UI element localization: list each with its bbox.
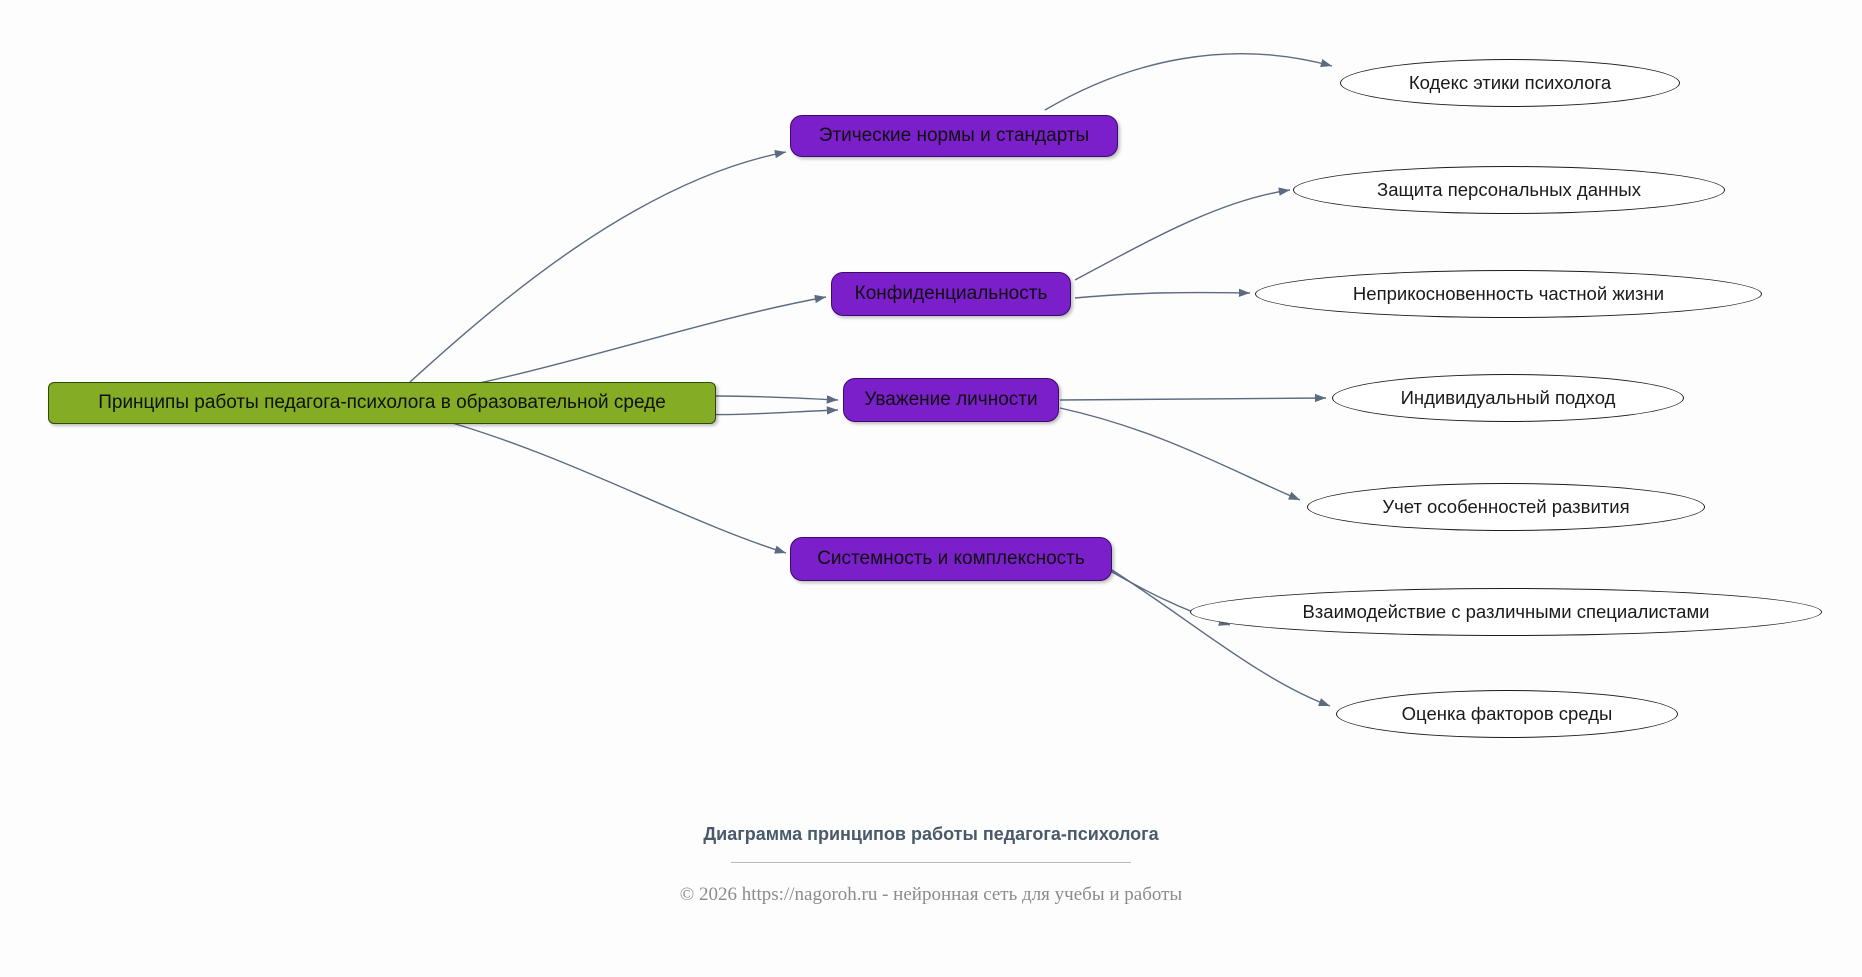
node-leaf-individual-approach[interactable] <box>1332 374 1684 422</box>
node-leaf-specialists-label: Взаимодействие с различными специалистами <box>1302 601 1710 622</box>
diagram-caption: Диаграмма принципов работы педагога-психолога <box>703 824 1159 844</box>
edge-root-to-systemic <box>420 414 786 553</box>
edge-root-to-respect <box>716 396 838 400</box>
node-branch-respect[interactable] <box>843 378 1059 422</box>
node-branch-systemic[interactable] <box>790 537 1112 581</box>
node-leaf-code-of-ethics-label: Кодекс этики психолога <box>1408 72 1612 93</box>
footer-credit: © 2026 https://nagoroh.ru - нейронная сеть для учебы и работы <box>679 884 1183 905</box>
edge-confidentiality-to-personal-data <box>1075 190 1290 280</box>
node-branch-confidentiality[interactable] <box>831 272 1071 316</box>
node-root[interactable] <box>48 382 716 424</box>
node-leaf-development-features-label: Учет особенностей развития <box>1382 496 1630 517</box>
node-leaf-development-features[interactable] <box>1307 483 1705 531</box>
edge-ethics-to-code <box>1045 54 1332 110</box>
edge-respect-to-development <box>1060 408 1300 500</box>
node-leaf-private-life[interactable] <box>1255 270 1762 318</box>
node-leaf-code-of-ethics[interactable] <box>1340 59 1680 107</box>
node-branch-ethics[interactable] <box>790 115 1118 157</box>
node-leaf-private-life-label: Неприкосновенность частной жизни <box>1352 283 1665 304</box>
footer-divider <box>731 862 1131 863</box>
node-branch-confidentiality-label: Конфиденциальность <box>854 283 1048 304</box>
node-leaf-personal-data[interactable] <box>1293 166 1725 214</box>
edge-confidentiality-to-private-life <box>1075 293 1250 298</box>
node-leaf-personal-data-label: Защита персональных данных <box>1377 179 1641 200</box>
node-root-label: Принципы работы педагога-психолога в образовательной среде <box>98 392 666 413</box>
node-leaf-environment-factors[interactable] <box>1336 690 1678 738</box>
node-leaf-individual-approach-label: Индивидуальный подход <box>1400 387 1616 408</box>
edge-root-to-confidentiality <box>420 297 826 395</box>
edge-systemic-to-environment <box>1112 570 1330 706</box>
node-branch-systemic-label: Системность и комплексность <box>817 548 1085 569</box>
edge-root-to-ethics <box>410 152 786 382</box>
node-branch-respect-label: Уважение личности <box>864 389 1038 410</box>
node-leaf-specialists[interactable] <box>1190 588 1822 636</box>
edge-respect-to-individual <box>1060 398 1326 400</box>
node-branch-ethics-label: Этические нормы и стандарты <box>818 125 1090 146</box>
node-leaf-environment-factors-label: Оценка факторов среды <box>1401 703 1613 724</box>
